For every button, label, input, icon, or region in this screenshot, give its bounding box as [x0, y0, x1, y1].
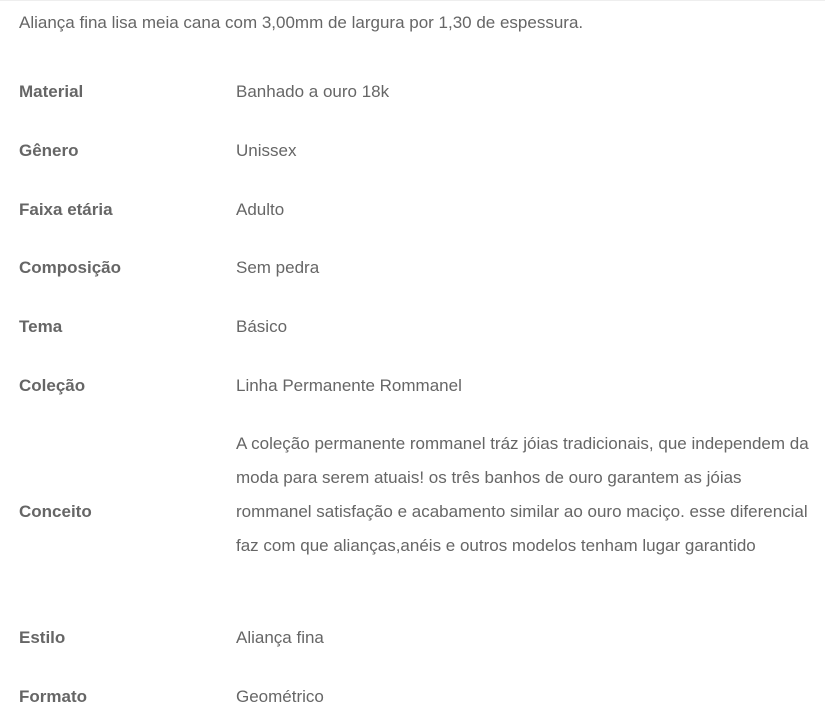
spec-value: Geométrico: [236, 687, 324, 706]
spec-label: Composição: [19, 258, 122, 277]
spec-label: Tema: [19, 317, 63, 336]
spec-value: Aliança fina: [236, 628, 324, 647]
spec-label: Coleção: [19, 376, 86, 395]
top-divider: [0, 0, 825, 1]
spec-value: Adulto: [236, 200, 285, 219]
spec-value: A coleção permanente rommanel tráz jóias tradicionais, que independem da moda para serem atuais! os três banhos de ouro garantem as jóias rommanel satisfação e acabamento similar ao ouro maciço. esse diferencial faz com que alianças,anéis e outros modelos tenham lugar garantido: [236, 434, 809, 555]
spec-value: Linha Permanente Rommanel: [236, 376, 462, 395]
spec-label: Estilo: [19, 628, 66, 647]
product-description: Aliança fina lisa meia cana com 3,00mm de largura por 1,30 de espessura.: [19, 13, 584, 32]
spec-label: Material: [19, 82, 84, 101]
spec-label: Conceito: [19, 502, 92, 521]
spec-value: Banhado a ouro 18k: [236, 82, 390, 101]
spec-value: Básico: [236, 317, 288, 336]
spec-value: Unissex: [236, 141, 297, 160]
spec-label: Gênero: [19, 141, 79, 160]
spec-label: Formato: [19, 687, 87, 706]
spec-value: Sem pedra: [236, 258, 320, 277]
spec-label: Faixa etária: [19, 200, 113, 219]
